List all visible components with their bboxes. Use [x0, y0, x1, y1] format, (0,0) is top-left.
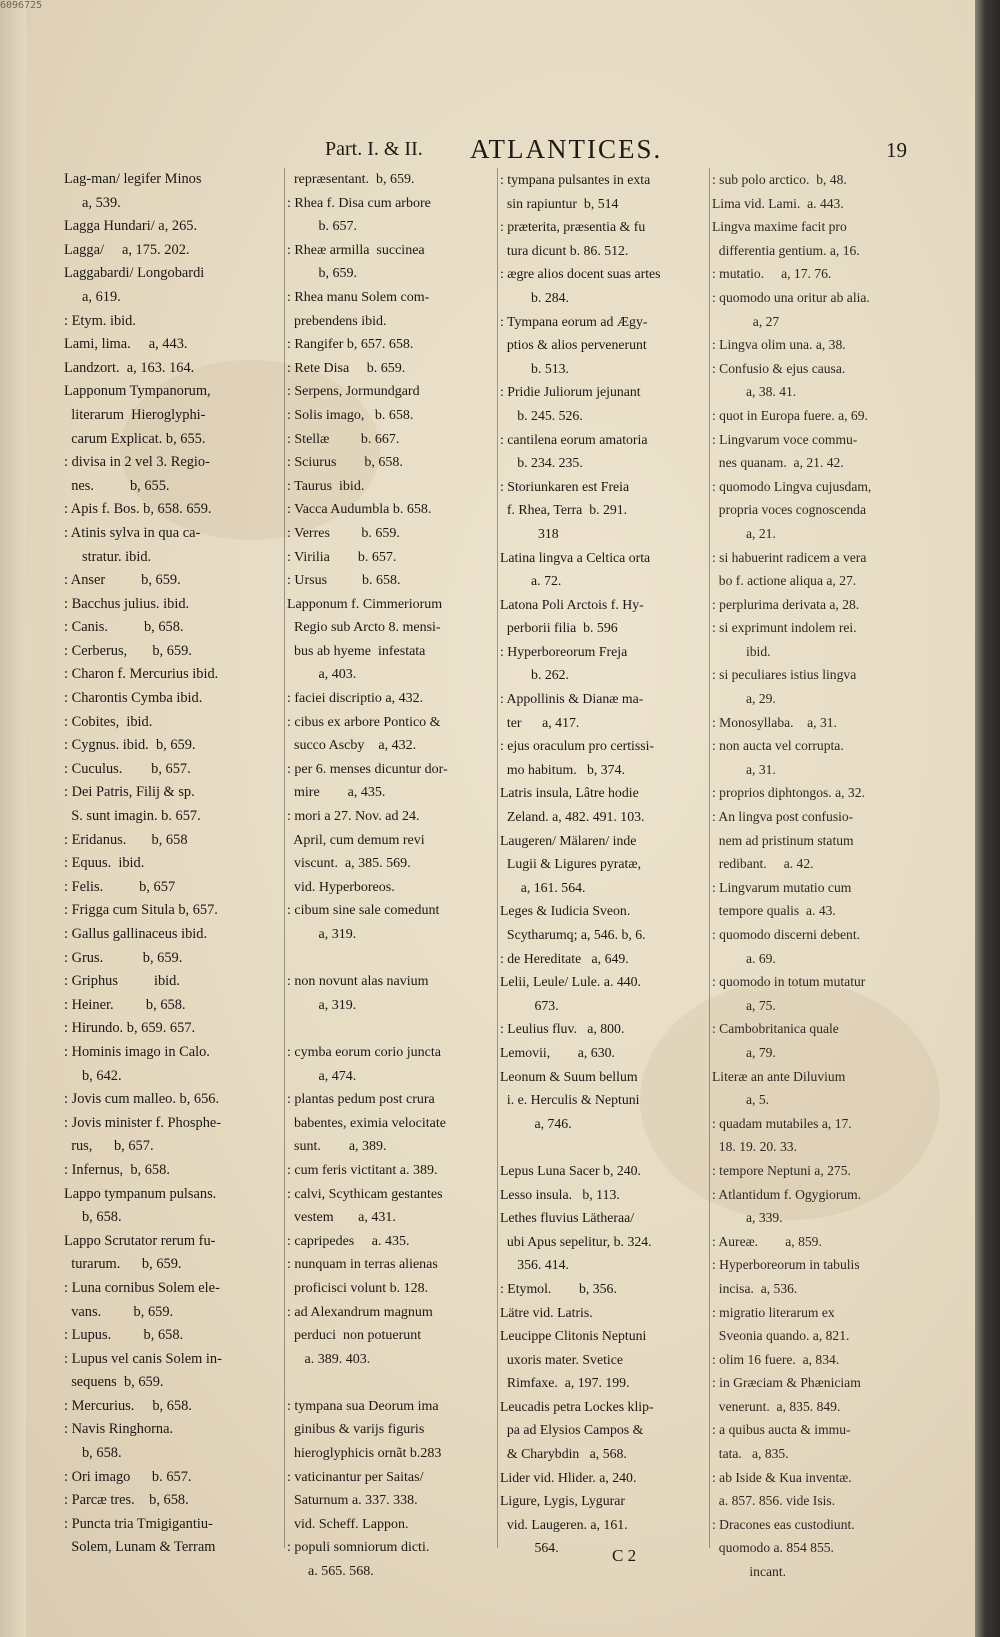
index-entry: : Confusio & ejus causa.	[712, 360, 846, 376]
index-entry: : Heiner. b, 658.	[64, 996, 186, 1013]
index-entry: : Apis f. Bos. b, 658. 659.	[64, 501, 212, 518]
index-entry: : Jovis minister f. Phosphe-	[64, 1114, 222, 1131]
index-entry: nes. b, 655.	[64, 477, 170, 494]
index-entry: : migratio literarum ex	[712, 1304, 835, 1320]
index-entry: : Cygnus. ibid. b, 659.	[64, 737, 196, 754]
index-entry: : Lupus. b, 658.	[64, 1327, 184, 1344]
index-entry: stratur. ibid.	[64, 548, 152, 565]
index-entry: b, 658.	[64, 1209, 122, 1226]
index-entry: b. 262.	[500, 667, 569, 683]
index-entry: Lag-man/ legifer Minos	[64, 171, 202, 187]
index-entry: : Hyperboreorum in tabulis	[712, 1257, 860, 1273]
index-entry: nes quanam. a, 21. 42.	[712, 455, 844, 471]
index-entry: Lesso insula. b, 113.	[500, 1186, 620, 1202]
index-entry: 356. 414.	[500, 1257, 569, 1273]
index-entry: i. e. Herculis & Neptuni	[500, 1092, 640, 1108]
index-column-4	[712, 168, 912, 1584]
index-entry: b, 658.	[64, 1445, 122, 1462]
index-entry: vid. Scheff. Lappon.	[287, 1516, 409, 1532]
index-entry: : cibus ex arbore Pontico &	[287, 714, 441, 730]
index-entry: Leonum & Suum bellum	[500, 1068, 638, 1084]
index-entry: : Storiunkaren est Freia	[500, 478, 630, 494]
index-entry: : Dracones eas custodiunt.	[712, 1516, 855, 1532]
index-entry: : Appollinis & Dianæ ma-	[500, 691, 644, 707]
index-entry: : Eridanus. b, 658	[64, 831, 188, 848]
index-entry: Latona Poli Arctois f. Hy-	[500, 596, 644, 612]
index-entry: perduci non potuerunt	[287, 1328, 422, 1344]
index-entry: incant.	[712, 1564, 786, 1580]
index-entry: : capripedes a. 435.	[287, 1233, 410, 1249]
running-header	[0, 134, 975, 166]
index-entry: ter a, 417.	[500, 714, 580, 730]
page-edge-shadow	[975, 0, 1000, 1637]
index-entry: : Atlantidum f. Ogygiorum.	[712, 1186, 862, 1202]
index-entry: : quot in Europa fuere. a, 69.	[712, 407, 868, 423]
index-entry: : Rangifer b, 657. 658.	[287, 337, 414, 353]
index-entry: : si exprimunt indolem rei.	[712, 620, 857, 636]
index-entry: : Sciurus b, 658.	[287, 455, 403, 471]
index-entry: : Gallus gallinaceus ibid.	[64, 926, 208, 942]
index-entry: proficisci volunt b. 128.	[287, 1280, 429, 1296]
index-entry: a, 5.	[712, 1092, 770, 1108]
index-entry: mo habitum. b, 374.	[500, 761, 625, 777]
index-entry: : Tympana eorum ad Ægy-	[500, 313, 648, 329]
index-entry: propria voces cognoscenda	[712, 502, 867, 518]
index-entry: : tympana pulsantes in exta	[500, 172, 651, 187]
index-entry: uxoris mater. Svetice	[500, 1351, 623, 1367]
index-entry: a, 539.	[64, 194, 121, 211]
index-entry: : Rheæ armilla succinea	[287, 242, 425, 258]
index-entry: : Cerberus, b, 659.	[64, 642, 192, 659]
index-entry: Lagga Hundari/ a, 265.	[64, 218, 198, 235]
index-entry: : Canis. b, 658.	[64, 619, 184, 636]
index-entry: : cymba eorum corio juncta	[287, 1044, 441, 1060]
index-entry: Laggabardi/ Longobardi	[64, 265, 205, 282]
index-entry: Saturnum a. 337. 338.	[287, 1493, 418, 1509]
index-entry: Lapponum Tympanorum,	[64, 383, 211, 400]
index-entry: : Jovis cum malleo. b, 656.	[64, 1091, 220, 1108]
index-entry: sequens b, 659.	[64, 1374, 164, 1391]
index-entry: : Etymol. b, 356.	[500, 1280, 617, 1296]
index-entry: a, 75.	[712, 997, 776, 1013]
index-entry: : Lingva olim una. a, 38.	[712, 337, 846, 353]
index-entry: tata. a, 835.	[712, 1446, 789, 1462]
index-entry: : Serpens, Jormundgard	[287, 384, 420, 400]
index-entry: : non aucta vel corrupta.	[712, 738, 844, 754]
column-rule	[284, 168, 285, 1548]
index-entry: : sub polo arctico. b, 48.	[712, 172, 847, 187]
index-entry: : ab Iside & Kua inventæ.	[712, 1469, 852, 1485]
index-entry	[287, 1371, 495, 1395]
index-entry: : Charontis Cymba ibid.	[64, 690, 203, 707]
index-entry: : proprios diphtongos. a, 32.	[712, 785, 865, 801]
index-entry: : divisa in 2 vel 3. Regio-	[64, 454, 210, 471]
index-entry: b. 657.	[287, 219, 357, 235]
index-entry: Lingva maxime facit pro	[712, 219, 847, 235]
index-entry: : plantas pedum post crura	[287, 1092, 435, 1108]
index-entry: differentia gentium. a, 16.	[712, 242, 860, 258]
index-entry: vid. Hyperboreos.	[287, 879, 395, 895]
index-entry: : Leulius fluv. a, 800.	[500, 1021, 625, 1037]
index-entry: : Virilia b. 657.	[287, 549, 397, 565]
index-entry: : Griphus ibid.	[64, 973, 180, 990]
index-entry: : Lingvarum mutatio cum	[712, 879, 852, 895]
index-entry: : Dei Patris, Filij & sp.	[64, 784, 195, 801]
index-entry: : nunquam in terras alienas	[287, 1257, 438, 1273]
index-entry: : a quibus aucta & immu-	[712, 1422, 851, 1438]
index-entry: : Vacca Audumbla b. 658.	[287, 502, 432, 518]
index-entry: b. 245. 526.	[500, 407, 583, 423]
index-entry: & Charybdin a, 568.	[500, 1446, 627, 1462]
index-entry: hieroglyphicis ornãt b.283	[287, 1446, 442, 1462]
index-entry: redibant. a. 42.	[712, 856, 814, 872]
index-entry: a. 72.	[500, 573, 562, 589]
index-entry: b. 513.	[500, 360, 569, 376]
index-entry: : de Hereditate a, 649.	[500, 950, 629, 966]
index-entry: a, 27	[712, 313, 780, 329]
index-entry: vid. Laugeren. a, 161.	[500, 1516, 628, 1532]
index-entry: a. 69.	[712, 950, 776, 966]
index-entry: : Etym. ibid.	[64, 312, 136, 329]
index-entry: : tempore Neptuni a, 275.	[712, 1162, 851, 1178]
index-entry: a. 857. 856. vide Isis.	[712, 1493, 836, 1509]
index-entry: : quomodo discerni debent.	[712, 927, 860, 942]
index-entry: a, 21.	[712, 525, 776, 541]
index-entry: Leges & Iudicia Sveon.	[500, 903, 631, 919]
index-entry: Scytharumq; a, 546. b, 6.	[500, 927, 646, 942]
index-column-1	[64, 168, 282, 1560]
index-entry: ibid.	[712, 643, 771, 659]
index-entry: : Lingvarum voce commu-	[712, 431, 858, 447]
index-entry: : Hyperboreorum Freja	[500, 643, 628, 659]
index-entry: S. sunt imagin. b. 657.	[64, 808, 201, 825]
index-entry: : perplurima derivata a, 28.	[712, 596, 860, 612]
index-entry: a, 403.	[287, 667, 357, 683]
index-entry: : Atinis sylva in qua ca-	[64, 524, 201, 541]
index-entry: a, 161. 564.	[500, 879, 586, 895]
index-entry: : Rhea manu Solem com-	[287, 289, 430, 305]
index-entry: venerunt. a, 835. 849.	[712, 1398, 841, 1414]
index-entry: Rimfaxe. a, 197. 199.	[500, 1375, 630, 1391]
index-entry: : in Græciam & Phæniciam	[712, 1375, 861, 1391]
index-entry: : Ursus b. 658.	[287, 573, 401, 589]
index-entry: : cibum sine sale comedunt	[287, 903, 440, 919]
index-entry: a. 389. 403.	[287, 1351, 371, 1367]
index-entry: bus ab hyeme infestata	[287, 643, 426, 659]
index-entry: : Bacchus julius. ibid.	[64, 595, 190, 612]
index-entry: tura dicunt b. 86. 512.	[500, 242, 629, 258]
index-entry: Lappo Scrutator rerum fu-	[64, 1232, 216, 1249]
index-entry: : Taurus ibid.	[287, 478, 365, 494]
index-entry: : Rhea f. Disa cum arbore	[287, 195, 431, 211]
index-entry: : ejus oraculum pro certissi-	[500, 738, 655, 754]
index-entry: : Cambobritanica quale	[712, 1021, 839, 1037]
index-entry: b, 642.	[64, 1067, 122, 1084]
index-entry: vans. b, 659.	[64, 1303, 174, 1320]
index-entry: Lappo tympanum pulsans.	[64, 1185, 217, 1202]
index-entry: a, 319.	[287, 997, 357, 1013]
index-entry: succo Ascby a, 432.	[287, 738, 417, 754]
index-entry: Lami, lima. a, 443.	[64, 336, 188, 353]
index-entry: b. 234. 235.	[500, 455, 583, 471]
index-entry: Lagga/ a, 175. 202.	[64, 241, 190, 258]
index-entry: b, 659.	[287, 266, 357, 282]
index-entry: mire a, 435.	[287, 785, 386, 801]
index-entry: Ligure, Lygis, Lygurar	[500, 1493, 625, 1509]
index-entry: : cantilena eorum amatoria	[500, 431, 648, 447]
index-entry: Zeland. a, 482. 491. 103.	[500, 809, 645, 825]
index-entry: Latina lingva a Celtica orta	[500, 549, 651, 565]
index-entry: Laugeren/ Mälaren/ inde	[500, 832, 637, 848]
index-entry: Lelii, Leule/ Lule. a. 440.	[500, 974, 641, 990]
index-entry: : Puncta tria Tmigigantiu-	[64, 1515, 213, 1532]
index-entry: a, 29.	[712, 691, 776, 707]
index-entry: a, 746.	[500, 1115, 572, 1131]
index-entry: Sveonia quando. a, 821.	[712, 1328, 850, 1344]
index-entry: : olim 16 fuere. a, 834.	[712, 1351, 840, 1367]
index-entry: : Mercurius. b, 658.	[64, 1397, 192, 1414]
index-entry: sin rapiuntur b, 514	[500, 195, 619, 211]
index-entry: : quomodo in totum mutatur	[712, 974, 866, 990]
column-rule	[709, 168, 710, 1548]
index-entry: sunt. a, 389.	[287, 1139, 387, 1155]
index-entry: : calvi, Scythicam gestantes	[287, 1186, 443, 1202]
index-entry: : si habuerint radicem a vera	[712, 549, 867, 565]
index-entry: repræsentant. b, 659.	[287, 172, 415, 187]
index-entry: : Cobites, ibid.	[64, 713, 153, 730]
index-entry: 564.	[500, 1540, 559, 1556]
index-entry: : quomodo Lingva cujusdam,	[712, 478, 872, 494]
index-entry: : Hominis imago in Calo.	[64, 1043, 210, 1060]
index-entry: perborii filia b. 596	[500, 620, 618, 636]
index-entry: : Solis imago, b. 658.	[287, 407, 414, 423]
index-entry	[287, 947, 495, 971]
index-entry: quomodo a. 854 855.	[712, 1540, 834, 1556]
index-entry: bo f. actione aliqua a, 27.	[712, 573, 857, 589]
index-entry: Lima vid. Lami. a. 443.	[712, 195, 844, 211]
index-entry: rus, b, 657.	[64, 1138, 154, 1155]
index-entry: Lugii & Ligures pyratæ,	[500, 856, 642, 872]
index-entry: : Aureæ. a, 859.	[712, 1233, 822, 1249]
index-entry: April, cum demum revi	[287, 832, 425, 848]
index-entry: : tympana sua Deorum ima	[287, 1398, 439, 1414]
index-entry: : Rete Disa b. 659.	[287, 360, 406, 376]
index-entry: prebendens ibid.	[287, 313, 387, 329]
index-entry: : Felis. b, 657	[64, 878, 176, 895]
archive-stamp: 6096725	[0, 0, 43, 11]
index-entry: 318	[500, 525, 559, 541]
index-entry: : Anser b, 659.	[64, 572, 181, 589]
index-entry: a, 38. 41.	[712, 384, 797, 400]
index-entry: b. 284.	[500, 289, 569, 305]
index-entry: viscunt. a, 385. 569.	[287, 856, 411, 872]
index-entry: ptios & alios pervenerunt	[500, 337, 647, 353]
header-title: ATLANTICES.	[470, 134, 663, 164]
index-entry: : si peculiares istius lingva	[712, 667, 857, 683]
index-entry: : non novunt alas navium	[287, 974, 429, 990]
index-entry	[287, 1017, 495, 1041]
index-entry: : faciei discriptio a, 432.	[287, 691, 424, 707]
index-entry: : mori a 27. Nov. ad 24.	[287, 809, 420, 825]
index-entry: 673.	[500, 997, 559, 1013]
index-entry: : Verres b. 659.	[287, 525, 400, 541]
index-entry: ginibus & varijs figuris	[287, 1422, 425, 1438]
index-entry	[500, 1135, 710, 1159]
index-entry: Solem, Lunam & Terram	[64, 1539, 216, 1556]
index-entry: a, 79.	[712, 1044, 776, 1060]
index-entry: : mutatio. a, 17. 76.	[712, 266, 832, 282]
index-entry: turarum. b, 659.	[64, 1256, 182, 1273]
index-column-2	[287, 168, 495, 1584]
index-entry: Latris insula, Lâtre hodie	[500, 785, 639, 801]
index-entry: : cum feris victitant a. 389.	[287, 1162, 438, 1178]
index-entry: Lethes fluvius Lätheraa/	[500, 1210, 635, 1226]
index-entry: a, 319.	[287, 927, 357, 942]
index-entry: : Charon f. Mercurius ibid.	[64, 666, 219, 683]
index-entry: a. 565. 568.	[287, 1564, 374, 1580]
page-number: 19	[886, 138, 907, 162]
index-entry: pa ad Elysios Campos &	[500, 1422, 644, 1438]
index-entry: Lider vid. Hlider. a, 240.	[500, 1469, 637, 1485]
index-entry: : Pridie Juliorum jejunant	[500, 384, 641, 400]
index-entry: ubi Apus sepelitur, b. 324.	[500, 1233, 652, 1249]
index-entry: : Cuculus. b, 657.	[64, 760, 191, 777]
index-entry: a, 619.	[64, 288, 121, 305]
index-entry: Lätre vid. Latris.	[500, 1304, 593, 1320]
index-entry: : Equus. ibid.	[64, 855, 145, 872]
column-rule	[497, 168, 498, 1548]
index-entry: : Lupus vel canis Solem in-	[64, 1350, 222, 1367]
catchword: C 2	[612, 1546, 637, 1565]
index-entry: : quomodo una oritur ab alia.	[712, 289, 870, 305]
index-entry: 18. 19. 20. 33.	[712, 1139, 797, 1155]
index-entry: a, 31.	[712, 761, 776, 777]
index-entry: Regio sub Arcto 8. mensi-	[287, 620, 441, 636]
index-entry: : Infernus, b, 658.	[64, 1161, 170, 1178]
index-entry: incisa. a, 536.	[712, 1280, 798, 1296]
index-entry: a, 474.	[287, 1068, 357, 1084]
gutter-shadow	[0, 0, 26, 1637]
index-entry: : per 6. menses dicuntur dor-	[287, 761, 448, 777]
index-entry: : vaticinantur per Saitas/	[287, 1469, 424, 1485]
header-part: Part. I. & II.	[325, 138, 423, 160]
index-entry: : Grus. b, 659.	[64, 949, 183, 966]
index-entry: : Ori imago b. 657.	[64, 1468, 192, 1485]
index-entry: : Monosyllaba. a, 31.	[712, 714, 837, 730]
index-entry: : An lingva post confusio-	[712, 809, 854, 825]
index-entry: a, 339.	[712, 1210, 783, 1226]
index-entry: : Parcæ tres. b, 658.	[64, 1492, 189, 1509]
index-entry: carum Explicat. b, 655.	[64, 430, 206, 447]
index-entry: : præterita, præsentia & fu	[500, 219, 646, 235]
index-entry: : Navis Ringhorna.	[64, 1421, 174, 1438]
index-entry: : Frigga cum Situla b, 657.	[64, 902, 218, 919]
index-entry: tempore qualis a. 43.	[712, 903, 836, 919]
index-entry: Leucippe Clitonis Neptuni	[500, 1328, 647, 1344]
index-entry: vestem a, 431.	[287, 1210, 396, 1226]
index-entry: : quadam mutabiles a, 17.	[712, 1115, 852, 1131]
index-entry: Literæ an ante Diluvium	[712, 1068, 846, 1084]
index-column-3	[500, 168, 710, 1560]
index-entry: : Luna cornibus Solem ele-	[64, 1279, 220, 1296]
index-entry: Lemovii, a, 630.	[500, 1044, 615, 1060]
index-entry: Lepus Luna Sacer b, 240.	[500, 1162, 641, 1178]
index-entry: nem ad pristinum statum	[712, 832, 854, 848]
index-entry: Leucadis petra Lockes klip-	[500, 1398, 654, 1414]
index-entry: f. Rhea, Terra b. 291.	[500, 502, 628, 518]
index-entry: literarum Hieroglyphi-	[64, 406, 206, 423]
index-entry: : ad Alexandrum magnum	[287, 1304, 433, 1320]
index-entry: : Stellæ b. 667.	[287, 431, 400, 447]
index-entry: babentes, eximia velocitate	[287, 1115, 446, 1131]
index-entry: : Hirundo. b, 659. 657.	[64, 1020, 196, 1037]
index-entry: Lapponum f. Cimmeriorum	[287, 596, 443, 612]
index-entry: : populi somniorum dicti.	[287, 1540, 430, 1556]
index-entry: : ægre alios docent suas artes	[500, 266, 661, 282]
index-entry: Landzort. a, 163. 164.	[64, 359, 195, 376]
